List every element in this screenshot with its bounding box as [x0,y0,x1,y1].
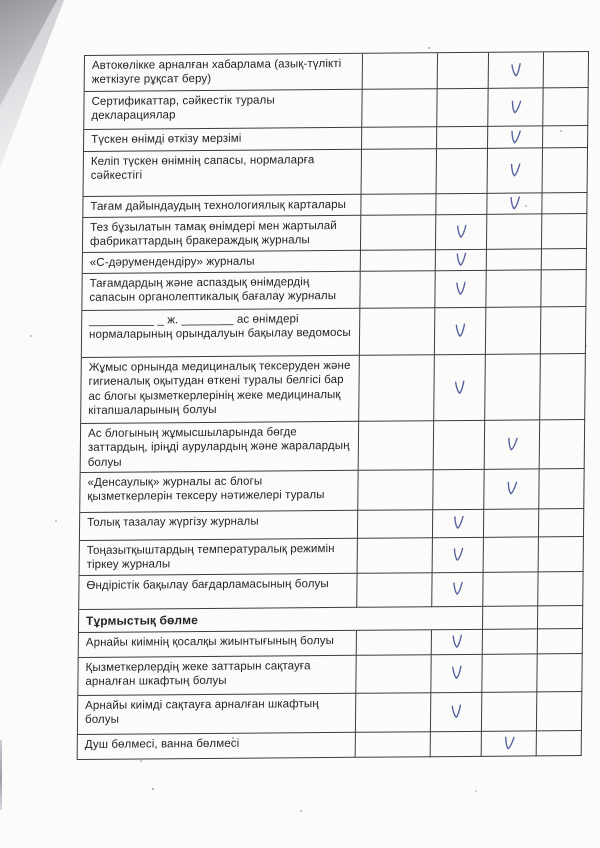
check-cell [537,731,582,756]
check-cell [483,629,538,654]
check-cell [437,127,488,149]
check-cell [362,89,437,128]
check-cell [538,572,583,606]
row-label: Толық тазалау жүргізу журналы [80,511,358,541]
check-cell [361,215,436,251]
check-cell [485,354,541,420]
check-cell [431,655,482,693]
check-cell [357,573,432,608]
check-cell [356,655,431,694]
check-cell [434,421,486,470]
checkmark-icon [505,435,519,454]
check-cell [437,89,488,127]
checklist-table [77,51,589,760]
table-row [80,469,584,513]
row-label: «Денсаулық» журналы ас блогы қызметкерлерін тексеру нәтижелері туралы [80,471,358,513]
check-cell [544,52,589,88]
row-label: Түскен өнімді өткізу мерзімі [84,128,362,152]
check-cell [361,194,436,216]
check-cell [543,148,588,193]
row-label: Келіп түскен өнімнің сапасы, нормаларға сәйкестігі [84,150,362,197]
row-label: Арнайы киімнің қосалқы жиынтығының болуы [79,631,357,658]
check-cell [432,630,483,655]
check-cell [538,629,583,654]
checkmark-icon [450,633,463,652]
table-row [78,692,582,735]
check-cell [540,420,586,469]
check-cell [362,149,437,195]
table-row [81,354,586,424]
row-label: __________ _ ж. ________ ас өнімдері нормаларының орындалуын бақылау ведомосы [82,309,361,358]
table-row [85,52,589,92]
checkmark-icon [451,514,465,532]
checkmark-icon [455,223,468,241]
check-cell [363,53,438,90]
check-cell [358,538,433,574]
row-label: Қызметкерлердің жеке заттарын сақтауға арналған шкафтың болуы [78,656,356,696]
check-cell [356,693,431,733]
row-label: Тағам дайындаудың технологиялық карталары [83,195,361,218]
table-row [84,148,589,197]
check-cell [358,470,433,511]
check-cell [360,308,435,356]
checkmark-icon [451,580,464,598]
table-row [82,270,586,311]
check-cell [539,509,584,537]
check-cell [433,538,484,573]
section-header: Тұрмыстық бөлме [79,607,483,633]
check-cell [359,355,435,422]
checkmark-icon [509,61,523,80]
check-cell [436,194,487,215]
check-cell [482,731,537,756]
check-cell [543,88,588,126]
row-label: Тағамдардың және аспаздық өнімдердің сапасын органолептикалық бағалау журналы [82,272,360,311]
checkmark-icon [451,546,464,564]
check-cell [486,307,541,354]
check-cell [437,149,488,194]
table-row [82,307,587,358]
check-cell [482,692,537,731]
check-cell [362,127,437,150]
row-label: Ас блогының жұмысшыларында бөгде заттардың, іріңді аурулардың және жаралардың болуы [81,422,360,473]
check-cell [434,355,486,421]
check-cell [488,148,543,193]
check-cell [540,354,586,420]
table-row [78,654,582,696]
check-cell [538,606,583,629]
check-cell [431,732,482,757]
table-row [79,572,583,610]
check-cell [435,271,486,308]
row-label: Душ бөлмесі, ванна бөлмесі [78,733,356,760]
check-cell [438,53,489,89]
check-cell [483,606,538,629]
checkmark-icon [449,702,463,721]
check-cell [485,420,541,469]
check-cell [542,214,587,249]
check-cell [542,249,587,270]
checkmark-icon [508,98,522,117]
row-label: Арнайы киімді сақтауға арналған шкафтың болуы [78,694,356,735]
check-cell [359,421,435,470]
checkmark-icon [502,734,516,753]
checkmark-icon [508,128,522,147]
check-cell [541,307,586,354]
check-cell [361,250,436,272]
check-cell [484,537,539,572]
checkmark-icon [454,280,467,299]
row-label: Өндірістік бақылау бағдарламасының болуы [79,574,357,610]
check-cell [486,270,541,307]
check-cell [356,732,431,758]
checkmark-icon [508,195,521,213]
table-row [84,88,588,130]
check-cell [541,270,586,307]
row-label: «С-дәрумендендіру» журналы [83,251,361,274]
check-cell [537,654,582,692]
check-cell [433,470,484,510]
check-cell [483,572,538,606]
check-cell [436,250,487,271]
check-cell [487,249,542,270]
check-cell [484,469,539,509]
check-cell [484,509,539,537]
check-cell [488,126,543,148]
check-cell [537,692,582,731]
table-row [78,731,582,760]
table-row [81,420,586,473]
check-cell [539,537,584,572]
scan-edge-mark [0,740,2,810]
check-cell [357,630,432,656]
check-cell [489,52,544,88]
check-cell [432,573,483,607]
check-cell [487,193,542,214]
row-label: Автокөлікке арналған хабарлама (азық-түлікті жеткізуге рұқсат беру) [85,54,363,92]
checkmark-icon [504,480,518,499]
check-cell [487,214,542,249]
check-cell [435,308,486,355]
row-label: Жұмыс орнында медициналық тексеруден және гигиеналық оқытудан өткені туралы белгісі бар ас блогы қызметкерлерінің жеке медициналық кітапшаларының болуы [81,356,360,424]
checkmark-icon [452,378,466,397]
check-cell [488,88,543,126]
table-row [80,509,584,541]
row-label: Сертификаттар, сәйкестік туралы декларациялар [84,90,362,130]
table-row [80,537,584,576]
table-row [83,214,587,253]
check-cell [482,654,537,692]
check-cell [431,693,482,732]
check-cell [543,126,588,148]
checkmark-icon [450,664,464,683]
checkmark-icon [454,251,467,269]
checkmark-icon [453,322,467,341]
check-cell [358,510,433,539]
check-cell [542,193,587,214]
check-cell [539,469,584,509]
row-label: Тез бұзылатын тамақ өнімдері мен жартылай фабрикаттардың бракераждық журналы [83,216,361,253]
row-label: Тоңазытқыштардың температуралық режимін тіркеу журналы [80,539,358,576]
scan-noise-specks [428,47,430,49]
checkmark-icon [508,161,522,179]
check-cell [436,215,487,250]
check-cell [433,510,484,538]
check-cell [360,271,435,309]
